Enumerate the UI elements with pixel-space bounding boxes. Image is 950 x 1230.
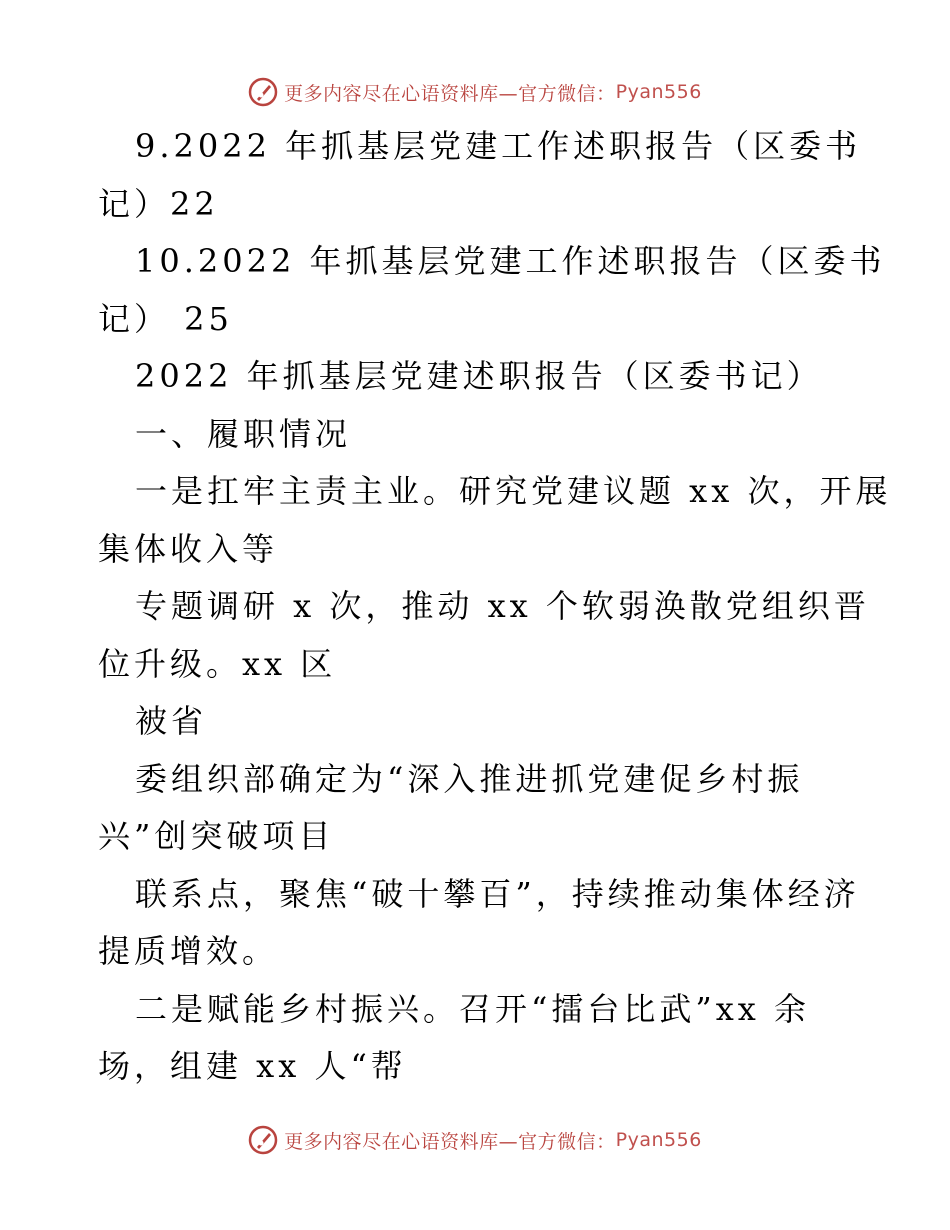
watermark-contact: Pyan556 bbox=[615, 81, 702, 103]
quill-logo-icon bbox=[248, 1125, 278, 1155]
toc-entry-9-continued: 记）22 bbox=[98, 184, 219, 223]
paragraph-line: 集体收入等 bbox=[98, 529, 279, 568]
paragraph-line: 场，组建 xx 人“帮 bbox=[98, 1047, 407, 1085]
paragraph-line: 二是赋能乡村振兴。召开“擂台比武”xx 余 bbox=[135, 989, 810, 1028]
paragraph-line: 联系点，聚焦“破十攀百”，持续推动集体经济 bbox=[135, 874, 860, 913]
toc-entry-9: 9.2022 年抓基层党建工作述职报告（区委书 bbox=[135, 127, 862, 165]
header-watermark bbox=[0, 72, 950, 112]
paragraph-line: 专题调研 x 次，推动 xx 个软弱涣散党组织晋 bbox=[135, 587, 870, 625]
paragraph-line: 委组织部确定为“深入推进抓党建促乡村振 bbox=[135, 759, 804, 798]
watermark-contact: Pyan556 bbox=[615, 1129, 702, 1151]
document-body bbox=[98, 118, 892, 1096]
paragraph-line: 一是扛牢主责主业。研究党建议题 xx 次，开展 bbox=[135, 472, 892, 510]
watermark-text: 更多内容尽在心语资料库—官方微信： bbox=[284, 82, 616, 105]
paragraph-line: 被省 bbox=[135, 702, 208, 740]
paragraph-line: 提质增效。 bbox=[98, 932, 279, 970]
watermark-text: 更多内容尽在心语资料库—官方微信： bbox=[284, 1130, 616, 1153]
quill-logo-icon bbox=[248, 77, 278, 107]
toc-entry-10-continued: 记） 25 bbox=[98, 299, 233, 338]
toc-entry-10: 10.2022 年抓基层党建工作述职报告（区委书 bbox=[135, 242, 886, 280]
paragraph-line: 位升级。xx 区 bbox=[98, 644, 337, 683]
footer-watermark bbox=[0, 1120, 950, 1160]
section-heading: 一、履职情况 bbox=[135, 414, 352, 453]
paragraph-line: 兴”创突破项目 bbox=[98, 817, 335, 855]
document-title: 2022 年抓基层党建述职报告（区委书记） bbox=[135, 357, 823, 395]
